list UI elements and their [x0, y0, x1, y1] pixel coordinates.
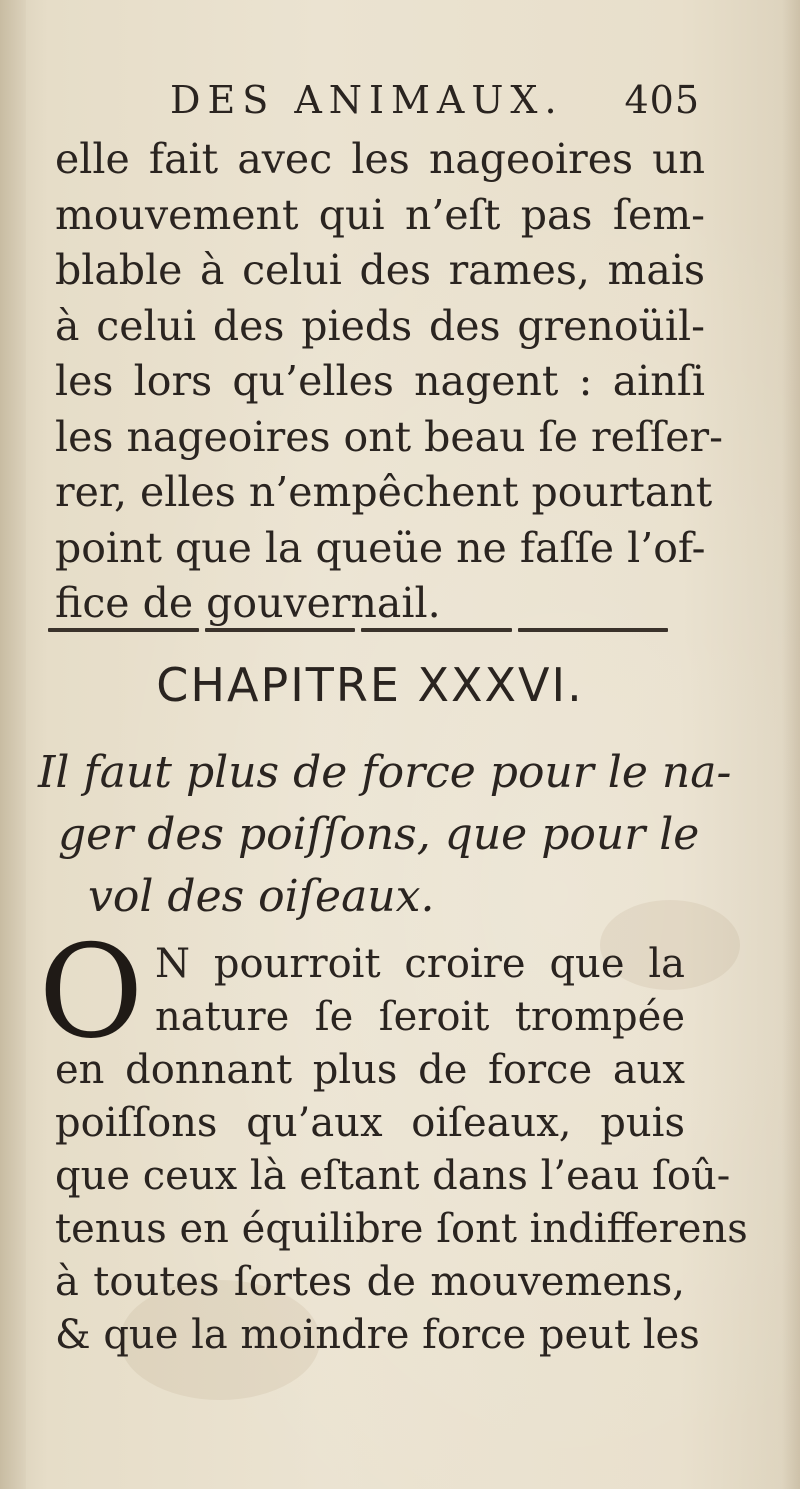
page-outer-edge [782, 0, 800, 1489]
text-line: & que la moindre force peut les [55, 1312, 700, 1358]
text-line: elle fait avec les nageoires un [55, 135, 705, 183]
rule-segment [205, 628, 356, 632]
rule-segment [48, 628, 199, 632]
page-number: 405 [624, 78, 700, 122]
running-head-title: DES ANIMAUX. [170, 78, 564, 122]
text-line: que ceux là eſtant dans l’eau ſoû- [55, 1153, 731, 1199]
text-line: blable à celui des rames, mais [55, 246, 705, 294]
rule-segment [518, 628, 669, 632]
text-line: nature ſe ſeroit trompée [155, 994, 685, 1040]
paragraph-1 [55, 132, 723, 632]
text-line: point que la queüe ne faſſe l’of- [55, 523, 706, 572]
text-line: N pourroit croire que la [155, 941, 685, 987]
subtitle-line: vol des oiſeaux. [88, 871, 435, 922]
subtitle-line: Il faut plus de force pour le na- [38, 747, 732, 798]
rule-segment [361, 628, 512, 632]
drop-cap: O [38, 918, 144, 1067]
chapter-subtitle [38, 742, 732, 928]
text-line: à celui des pieds des grenoüil- [55, 301, 705, 350]
paragraph-2 [55, 938, 748, 1362]
chapter-title: CHAPITRE XXXVI. [156, 658, 584, 712]
text-line: à toutes ſortes de mouvemens, [55, 1259, 685, 1305]
text-line: en donnant plus de force aux [55, 1047, 685, 1093]
text-line: rer, elles n’empêchent pourtant [55, 468, 713, 516]
text-line: fice de gouvernail. [55, 579, 441, 627]
text-line: les nageoires ont beau ſe reſſer- [55, 412, 723, 461]
page-gutter-edge [0, 0, 26, 1489]
ornamental-rule [48, 628, 668, 632]
text-line: mouvement qui n’eſt pas ſem- [55, 190, 705, 239]
text-line: tenus en équilibre ſont indifferens [55, 1206, 748, 1252]
text-line: poiſſons qu’aux oiſeaux, puis [55, 1100, 685, 1146]
text-line: les lors qu’elles nagent : ainſi [55, 357, 705, 405]
subtitle-line: ger des poiſſons, que pour le [58, 809, 700, 860]
running-head [170, 78, 700, 122]
